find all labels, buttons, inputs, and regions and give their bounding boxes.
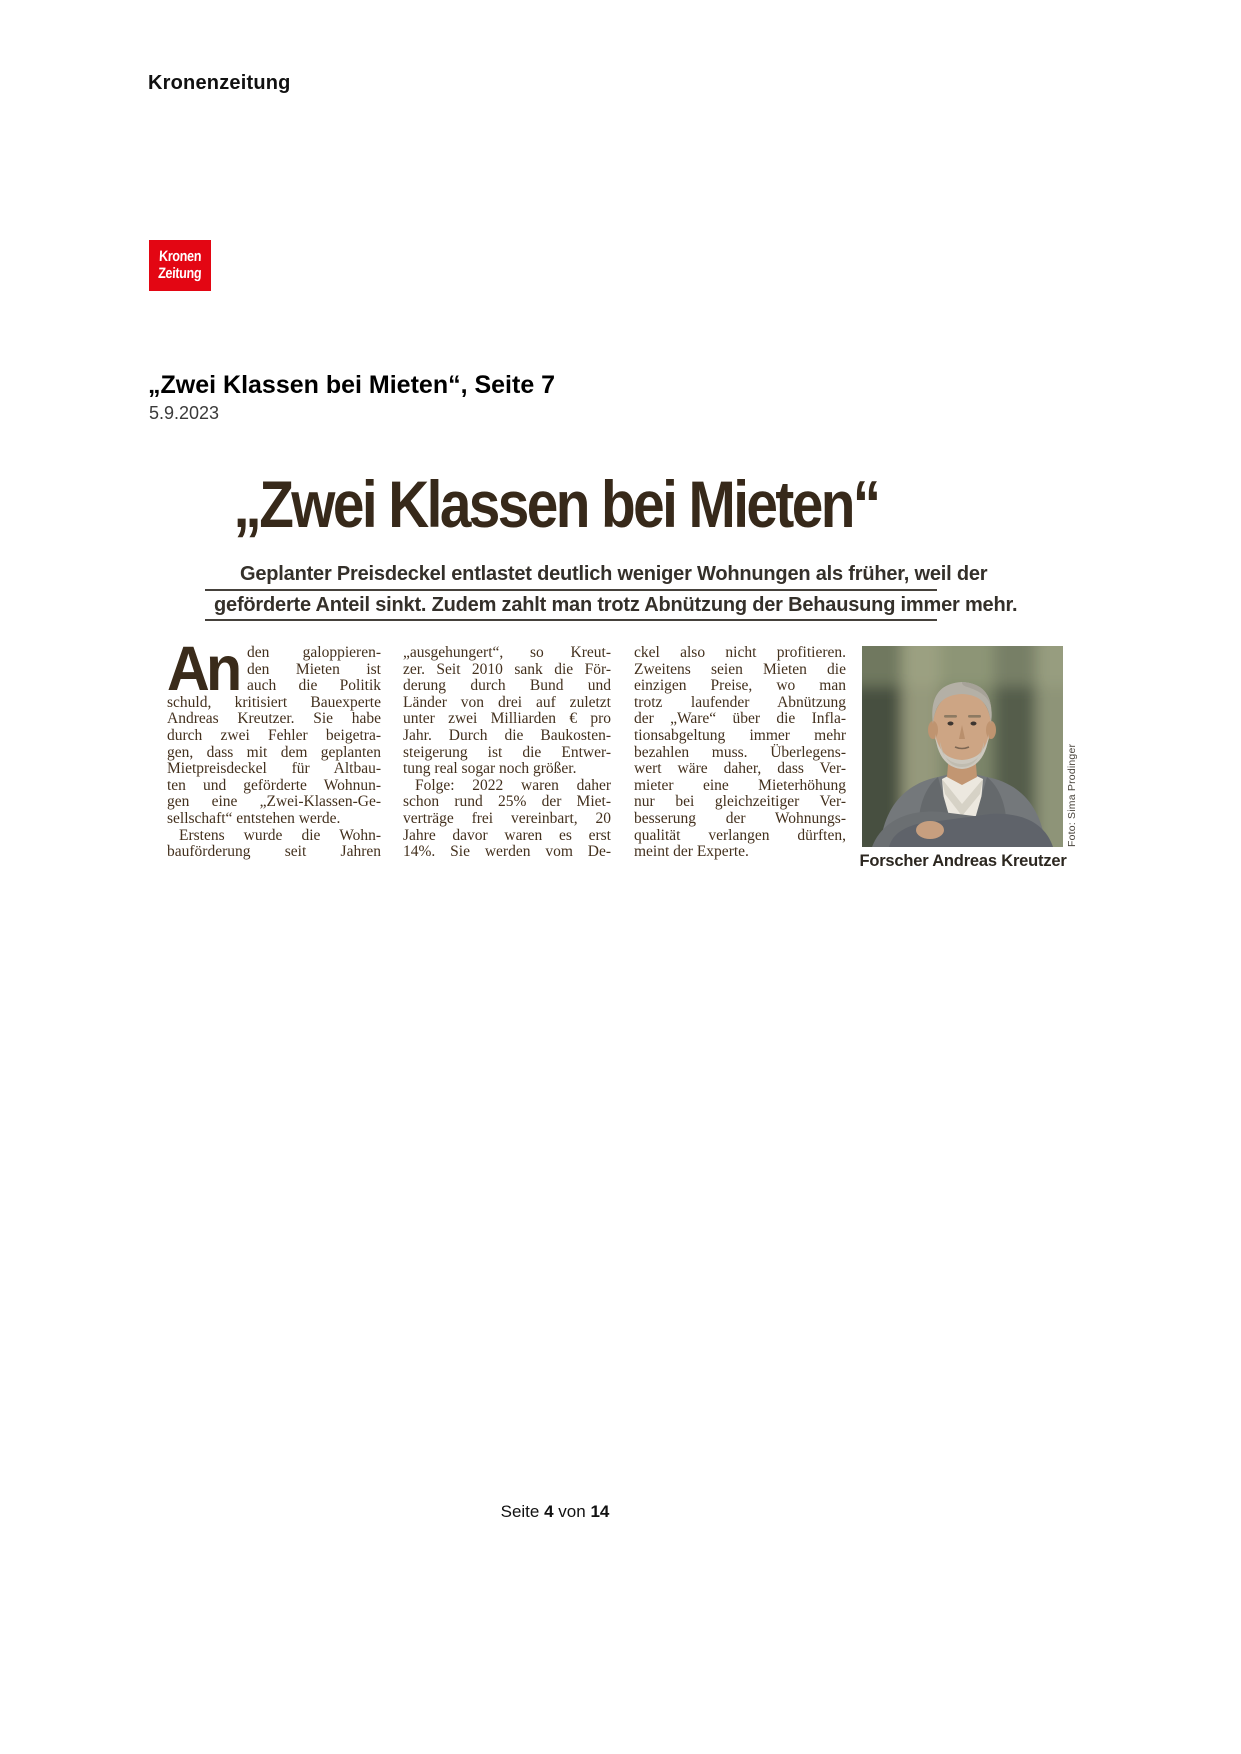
clipping-date: 5.9.2023	[149, 403, 220, 423]
logo-line-2: Zeitung	[158, 264, 202, 282]
article-headline: „Zwei Klassen bei Mieten“	[233, 467, 879, 541]
portrait-photo	[862, 646, 1063, 847]
article-line: tionsabgeltung immer mehr	[634, 726, 846, 744]
article-line: besserung der Wohnungs-	[634, 809, 846, 827]
photo-credit: Foto: Sima Prodinger	[1066, 743, 1078, 847]
article-line: tung real sogar noch größer.	[403, 760, 577, 778]
source-name: Kronenzeitung	[148, 72, 291, 94]
article-line: durch zwei Fehler beigetra-	[167, 726, 381, 744]
subhead-underline-2	[205, 619, 937, 621]
footer-prefix: Seite	[500, 1502, 540, 1521]
article-line: gen eine „Zwei-Klassen-Ge-	[167, 793, 381, 811]
krone-zeitung-logo	[149, 240, 211, 291]
article-line: den galoppieren-	[247, 644, 381, 661]
article-line: den Mieten ist	[247, 660, 381, 678]
article-column-2	[403, 645, 611, 861]
page-number-footer	[0, 1502, 1110, 1522]
article-line: bezahlen muss. Überlegens-	[634, 743, 846, 761]
article-line: schuld, kritisiert Bauexperte	[167, 693, 381, 711]
article-line: trotz laufender Abnützung	[634, 693, 846, 711]
article-line: meint der Experte.	[634, 843, 749, 861]
article-line: wert wäre daher, dass Ver-	[634, 760, 846, 778]
article-line: Jahr. Durch die Baukosten-	[403, 726, 611, 744]
clipping-title: „Zwei Klassen bei Mieten“, Seite 7	[148, 371, 556, 399]
article-line: unter zwei Milliarden € pro	[403, 710, 611, 728]
article-line: Folge: 2022 waren daher	[415, 776, 611, 794]
article-column-1	[167, 634, 381, 861]
article-line: ckel also nicht profitieren.	[634, 644, 846, 661]
article-line: verträge frei vereinbart, 20	[403, 809, 611, 827]
article-line: auch die Politik	[247, 677, 381, 695]
footer-separator: von	[558, 1502, 586, 1521]
article-line: Erstens wurde die Wohn-	[179, 826, 381, 844]
article-line: qualität verlangen dürften,	[634, 826, 846, 844]
article-line: Zweitens seien Mieten die	[634, 660, 846, 678]
logo-line-1: Kronen	[158, 248, 202, 265]
article-line: der „Ware“ über die Infla-	[634, 710, 846, 728]
article-line: Länder von drei auf zuletzt	[403, 693, 611, 711]
footer-current-page: 4	[544, 1502, 554, 1521]
article-line: Jahre davor waren es erst	[403, 826, 611, 844]
article-line: Mietpreisdeckel für Altbau-	[167, 760, 381, 778]
article-line: schon rund 25% der Miet-	[403, 793, 611, 811]
article-line: ten und geförderte Wohnun-	[167, 776, 381, 794]
article-line: gen, dass mit dem geplanten	[167, 743, 381, 761]
article-line: Andreas Kreutzer. Sie habe	[167, 710, 381, 728]
footer-total-pages: 14	[590, 1502, 610, 1521]
article-line: mieter eine Mieterhöhung	[634, 776, 846, 794]
article-line: steigerung ist die Entwer-	[403, 743, 611, 761]
portrait-photo-graphic	[862, 646, 1063, 847]
article-subhead-line-2: geförderte Anteil sinkt. Zudem zahlt man trotz Abnützung der Behausung immer mehr.	[214, 594, 1018, 616]
article-line: zer. Seit 2010 sank die För-	[403, 660, 611, 678]
photo-caption: Forscher Andreas Kreutzer	[859, 852, 1067, 870]
article-line: einzigen Preise, wo man	[634, 677, 846, 695]
article-line: nur bei gleichzeitiger Ver-	[634, 793, 846, 811]
drop-cap: An	[167, 634, 239, 704]
article-line: „ausgehungert“, so Kreut-	[403, 644, 611, 661]
subhead-underline-1	[205, 589, 937, 591]
article-line: 14%. Sie werden vom De-	[403, 843, 611, 861]
article-line: bauförderung seit Jahren	[167, 843, 381, 861]
article-column-3	[634, 645, 846, 861]
article-line: sellschaft“ entstehen werde.	[167, 809, 341, 827]
article-line: derung durch Bund und	[403, 677, 611, 695]
article-subhead-line-1: Geplanter Preisdeckel entlastet deutlich weniger Wohnungen als früher, weil der	[240, 563, 988, 585]
